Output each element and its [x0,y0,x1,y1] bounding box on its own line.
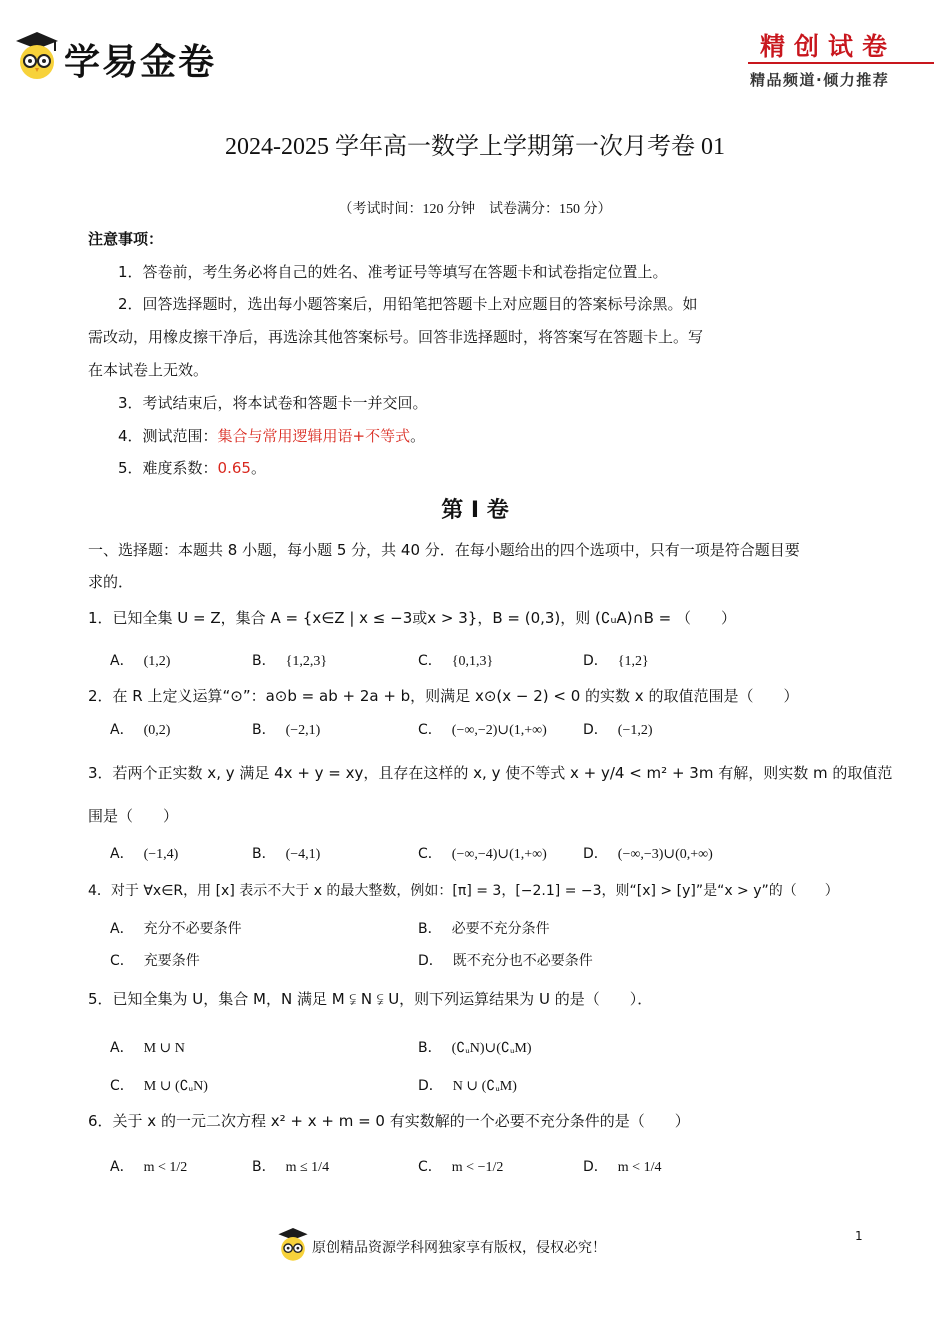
option-label: A． [110,653,134,669]
option-text: M ∪ N [143,1041,185,1056]
option-label: D． [583,846,608,862]
q6-option-a [110,1156,187,1176]
q2-option-a [110,719,170,739]
option-text: (−∞,−2)∪(1,+∞) [451,723,547,738]
option-label: D． [418,1078,443,1094]
option-text: {1,2,3} [285,654,328,669]
q3-option-b [252,843,320,863]
q1-option-b [252,650,327,670]
q2-option-b [252,719,320,739]
option-label: A． [110,722,134,738]
option-label: D． [583,722,608,738]
option-label: A． [110,1040,134,1056]
option-text: (∁ᵤN)∪(∁ᵤM) [451,1041,532,1056]
question-5-stem: 5．已知全集为 U，集合 M，N 满足 M ⫋ N ⫋ U，则下列运算结果为 U 的是（ ）． [88,990,653,1008]
option-text: m < −1/2 [451,1160,504,1175]
option-label: C． [418,846,442,862]
q3-option-a [110,843,178,863]
option-text: (−∞,−4)∪(1,+∞) [451,847,547,862]
option-text: N ∪ (∁ᵤM) [452,1079,517,1094]
note-3: 3．考试结束后，将本试卷和答题卡一并交回。 [118,394,428,412]
option-label: B． [252,846,276,862]
notes-heading: 注意事项： [88,230,164,248]
option-text: (−1,4) [143,847,179,862]
brand-right-title: 精创试卷 [760,32,897,61]
q6-option-c [418,1156,503,1176]
option-label: B． [252,722,276,738]
option-text: {0,1,3} [451,654,494,669]
option-text: M ∪ (∁ᵤN) [143,1079,208,1094]
note-2-line1: 2．回答选择题时，选出每小题答案后，用铅笔把答题卡上对应题目的答案标号涂黑。如 [118,295,698,313]
option-text: 充分不必要条件 [143,921,242,937]
q5-option-a [110,1037,185,1057]
q4-option-c [110,950,200,970]
question-6-stem: 6．关于 x 的一元二次方程 x² + x + m = 0 有实数解的一个必要不充分条件的是（ ） [88,1112,690,1130]
question-4-stem: 4．对于 ∀x∈R，用 [x] 表示不大于 x 的最大整数，例如：[π] = 3，[−2.1] = −3，则“[x] > [y]”是“x > y”的（ ） [88,883,839,899]
copyright-footer: 原创精品资源学科网独家享有版权，侵权必究！ [312,1240,606,1256]
test-scope: 集合与常用逻辑用语+不等式 [217,427,411,445]
question-3-stem-cont: 围是（ ） [88,807,179,825]
document-title: 2024-2025 学年高一数学上学期第一次月考卷 01 [225,134,725,160]
q4-option-b [418,918,550,938]
option-label: B． [418,1040,442,1056]
option-label: B． [418,921,442,937]
section-intro-line2: 求的． [88,573,134,591]
page-number: 1 [855,1229,863,1243]
note-5 [118,458,266,478]
q4-option-a [110,918,242,938]
question-3-stem: 3．若两个正实数 x, y 满足 4x + y = xy，且存在这样的 x, y 使不等式 x + y/4 < m² + 3m 有解，则实数 m 的取值范 [88,764,893,782]
note-2-line3: 在本试卷上无效。 [88,361,209,379]
option-label: A． [110,846,134,862]
option-text: 既不充分也不必要条件 [452,953,593,969]
option-text: 充要条件 [143,953,200,969]
option-text: (0,2) [143,723,171,738]
option-text: {1,2} [617,654,649,669]
option-text: (−2,1) [285,723,321,738]
q1-option-a [110,650,170,670]
owl-footer-icon [277,1226,309,1262]
brand-divider [748,62,934,64]
option-label: C． [110,953,134,969]
section-intro-line1: 一、选择题：本题共 8 小题，每小题 5 分，共 40 分．在每小题给出的四个选项中，只有一项是符合题目要 [88,541,800,559]
option-label: C． [418,1159,442,1175]
option-label: B． [252,1159,276,1175]
note-1: 1．答卷前，考生务必将自己的姓名、准考证号等填写在答题卡和试卷指定位置上。 [118,263,668,281]
difficulty-value: 0.65 [217,459,251,477]
q2-option-d [583,719,653,739]
q3-option-c [418,843,547,863]
q1-option-d [583,650,649,670]
q5-option-b [418,1037,532,1057]
option-text: m < 1/2 [143,1160,188,1175]
q6-option-d [583,1156,661,1176]
option-text: m < 1/4 [617,1160,662,1175]
note-2-line2: 需改动，用橡皮擦干净后，再选涂其他答案标号。回答非选择题时，将答案写在答题卡上。写 [88,328,704,346]
option-text: m ≤ 1/4 [285,1160,330,1175]
option-label: D． [583,653,608,669]
option-label: A． [110,921,134,937]
q3-option-d [583,843,713,863]
option-label: D． [583,1159,608,1175]
option-label: B． [252,653,276,669]
q5-option-d [418,1075,517,1095]
note-4 [118,426,425,446]
section-title: 第 Ⅰ 卷 [441,498,509,523]
q1-option-c [418,650,493,670]
option-label: D． [418,953,443,969]
exam-info: （考试时间：120 分钟 试卷满分：150 分） [338,202,612,217]
option-label: A． [110,1159,134,1175]
note-4-prefix: 4．测试范围： [118,427,218,445]
note-5-suffix: 。 [250,459,266,477]
option-label: C． [418,653,442,669]
option-label: C． [110,1078,134,1094]
option-text: (−4,1) [285,847,321,862]
option-label: C． [418,722,442,738]
question-2-stem: 2．在 R 上定义运算“⊙”：a⊙b = ab + 2a + b，则满足 x⊙(x − 2) < 0 的实数 x 的取值范围是（ ） [88,687,799,705]
option-text: (−∞,−3)∪(0,+∞) [617,847,713,862]
option-text: (1,2) [143,654,171,669]
question-1-stem: 1．已知全集 U = Z，集合 A = {x∈Z | x ≤ −3或x > 3}，B = (0,3)，则 (∁ᵤA)∩B = （ ） [88,609,736,627]
option-text: (−1,2) [617,723,653,738]
note-5-prefix: 5．难度系数： [118,459,218,477]
q2-option-c [418,719,547,739]
note-4-suffix: 。 [410,427,426,445]
q5-option-c [110,1075,208,1095]
brand-logo-text: 学易金卷 [64,42,217,83]
owl-logo-icon [14,30,60,80]
brand-right-subtitle: 精品频道·倾力推荐 [750,71,890,89]
q6-option-b [252,1156,329,1176]
option-text: 必要不充分条件 [451,921,550,937]
q4-option-d [418,950,593,970]
